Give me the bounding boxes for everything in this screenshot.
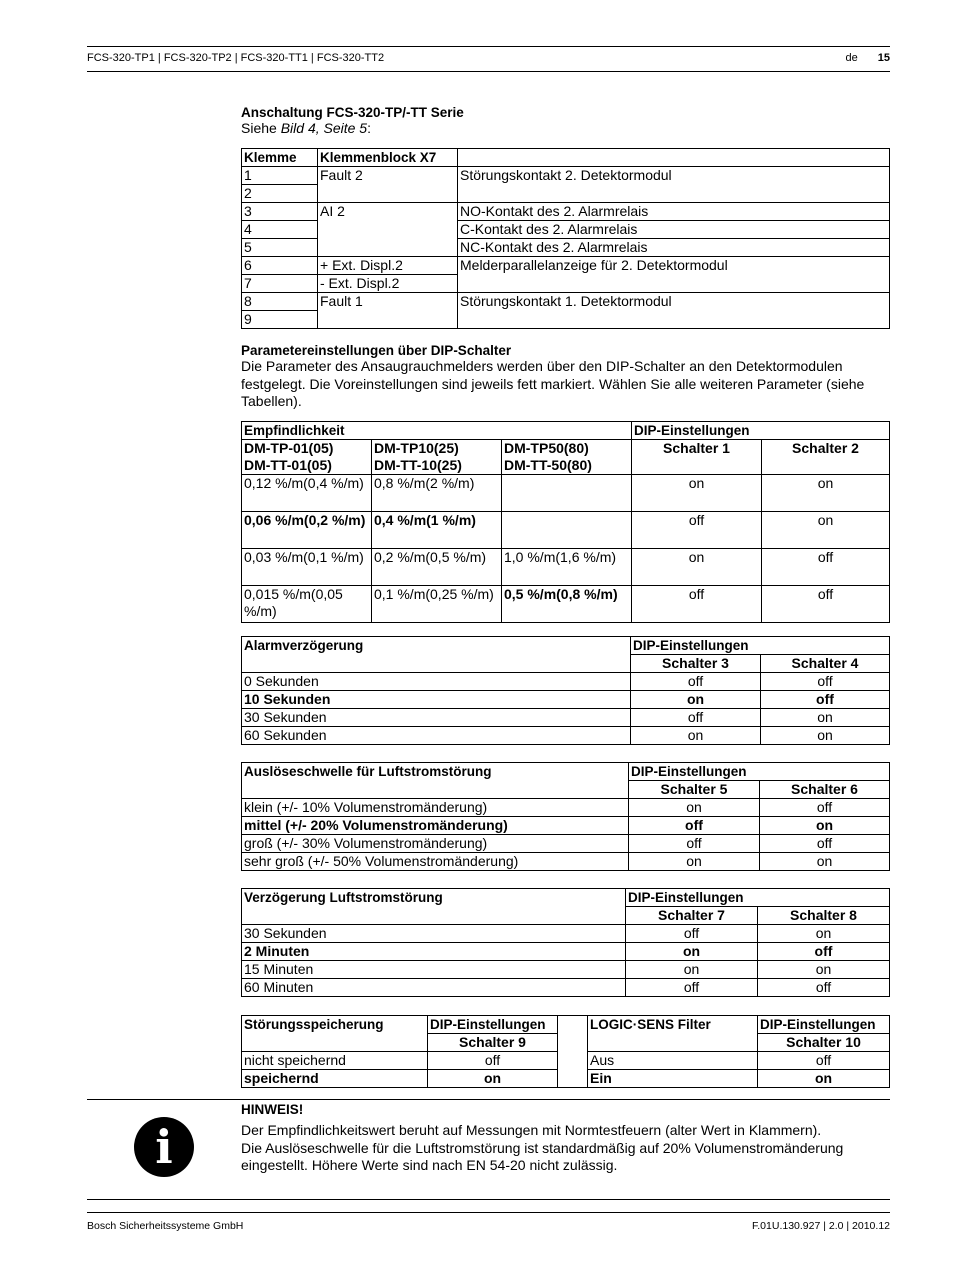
dip-header: DIP-Einstellungen <box>632 422 890 440</box>
airflow-delay-table: Verzögerung Luftstromstörung DIP-Einstellungen Schalter 7 Schalter 8 30 Sekunden off on 2 Minuten on off 15 Minuten on on 60 Minuten off off <box>241 888 890 997</box>
terminal-8: 8 <box>242 293 318 311</box>
col-klemme: Klemme <box>242 149 318 167</box>
terminal-6: 6 <box>242 257 318 275</box>
storage-title: Störungsspeicherung <box>242 1016 428 1052</box>
section-text: Die Parameter des Ansaugrauchmelders werden über den DIP-Schalter an den Detektormodulen festgelegt. Die Voreinstellungen sind jeweils fett markiert. Wählen Sie alle weiteren Parameter (siehe Tabellen). <box>241 358 865 409</box>
header-lang: de <box>845 52 858 64</box>
footer-company: Bosch Sicherheitssysteme GmbH <box>87 1220 244 1232</box>
footer-rule <box>87 1212 890 1213</box>
model-col-3: DM-TP50(80) DM-TT-50(80) <box>502 440 632 475</box>
table-spacer <box>558 1016 588 1088</box>
footer-docref: F.01U.130.927 | 2.0 | 2010.12 <box>752 1220 890 1232</box>
terminal-table: Klemme Klemmenblock X7 1 Fault 2 Störungskontakt 2. Detektormodul 2 3 AI 2 NO-Kontakt des 2. Alarmrelais 4 C-Kontakt des 2. Alarmrelais 5 NC-Kontakt des 2. Alarmrelais 6 + Ext. Displ.2 Melderparallelanzeige für 2. Detektormodul 7 - Ext. Displ.2 8 Fault 1 Störungskontakt 1. Detektormodul 9 <box>241 148 890 329</box>
sensitivity-title: Empfindlichkeit <box>242 422 632 440</box>
header-rule <box>87 46 890 47</box>
terminal-5: 5 <box>242 239 318 257</box>
dip-header: DIP-Einstellungen <box>631 637 890 655</box>
dip-header-9: DIP-Einstellungen <box>428 1016 558 1034</box>
switch-1-header: Schalter 1 <box>632 440 762 475</box>
section-terminal-heading <box>241 105 890 138</box>
alarm-delay-title: Alarmverzögerung <box>242 637 631 673</box>
see-reference: Siehe Bild 4, Seite 5: <box>241 120 371 136</box>
header-rule-bottom <box>87 71 890 72</box>
note-paragraph-1: Der Empfindlichkeitswert beruht auf Messungen mit Normtestfeuern (alter Wert in Klammern). <box>241 1122 822 1138</box>
note-block <box>241 1102 890 1175</box>
header-models: FCS-320-TP1 | FCS-320-TP2 | FCS-320-TT1 | FCS-320-TT2 <box>87 52 385 64</box>
section-title: Anschaltung FCS-320-TP/-TT Serie <box>241 105 464 120</box>
section-dip-heading <box>241 343 890 411</box>
threshold-title: Auslöseschwelle für Luftstromstörung <box>242 763 629 799</box>
note-title: HINWEIS! <box>241 1102 304 1117</box>
dip-header-10: DIP-Einstellungen <box>758 1016 890 1034</box>
alarm-delay-table: Alarmverzögerung DIP-Einstellungen Schalter 3 Schalter 4 0 Sekunden off off 10 Sekunden on off 30 Sekunden off on 60 Sekunden on on <box>241 636 890 745</box>
note-rule-top <box>87 1099 890 1100</box>
terminal-9: 9 <box>242 311 318 329</box>
model-col-1: DM-TP-01(05) DM-TT-01(05) <box>242 440 372 475</box>
model-col-2: DM-TP10(25) DM-TT-10(25) <box>372 440 502 475</box>
dip-header: DIP-Einstellungen <box>629 763 890 781</box>
terminal-2: 2 <box>242 185 318 203</box>
filter-title: LOGIC·SENS Filter <box>588 1016 758 1052</box>
terminal-1: 1 <box>242 167 318 185</box>
page-number: 15 <box>877 52 890 64</box>
col-klemmenblock: Klemmenblock X7 <box>318 149 458 167</box>
sensitivity-table: Empfindlichkeit DIP-Einstellungen DM-TP-01(05) DM-TT-01(05) DM-TP10(25) DM-TT-10(25) DM-TP50(80) DM-TT-50(80) Schalter 1 Schalter 2 0,12 %/m(0,4 %/m) 0,8 %/m(2 %/m) on on 0,06 %/m(0,2 %/m) 0,4 %/m(1 %/m) off on 0,03 %/m(0,1 %/m) 0,2 %/m(0,5 %/m) 1,0 %/m(1,6 %/m) on off 0,015 %/m(0,05 %/m) 0,1 %/m(0,25 %/m) 0,5 %/m(0,8 %/m) off off <box>241 421 890 623</box>
fault-storage-filter-table: Störungsspeicherung DIP-Einstellungen LOGIC·SENS Filter DIP-Einstellungen Schalter 9 Schalter 10 nicht speichernd off Aus off speichernd on Ein on <box>241 1015 890 1088</box>
note-paragraph-2: Die Auslöseschwelle für die Luftstromstörung ist standardmäßig auf 20% Volumenstromänderung eingestellt. Höhere Werte sind nach EN 54-20 nicht zulässig. <box>241 1139 844 1173</box>
header-lang-page <box>846 52 891 64</box>
terminal-7: 7 <box>242 275 318 293</box>
section-title: Parametereinstellungen über DIP-Schalter <box>241 343 512 358</box>
dip-header: DIP-Einstellungen <box>626 889 890 907</box>
info-icon: i <box>134 1117 194 1177</box>
terminal-4: 4 <box>242 221 318 239</box>
switch-2-header: Schalter 2 <box>762 440 890 475</box>
terminal-3: 3 <box>242 203 318 221</box>
note-rule-bottom <box>87 1199 890 1200</box>
delay-title: Verzögerung Luftstromstörung <box>242 889 626 925</box>
airflow-threshold-table: Auslöseschwelle für Luftstromstörung DIP-Einstellungen Schalter 5 Schalter 6 klein (+/- 10% Volumenstromänderung) on off mittel (+/- 20% Volumenstromänderung) off on groß (+/- 30% Volumenstromänderung) off off sehr groß (+/- 50% Volumenstromänderung) on on <box>241 762 890 871</box>
figure-link[interactable]: Bild 4, Seite 5 <box>280 120 368 136</box>
